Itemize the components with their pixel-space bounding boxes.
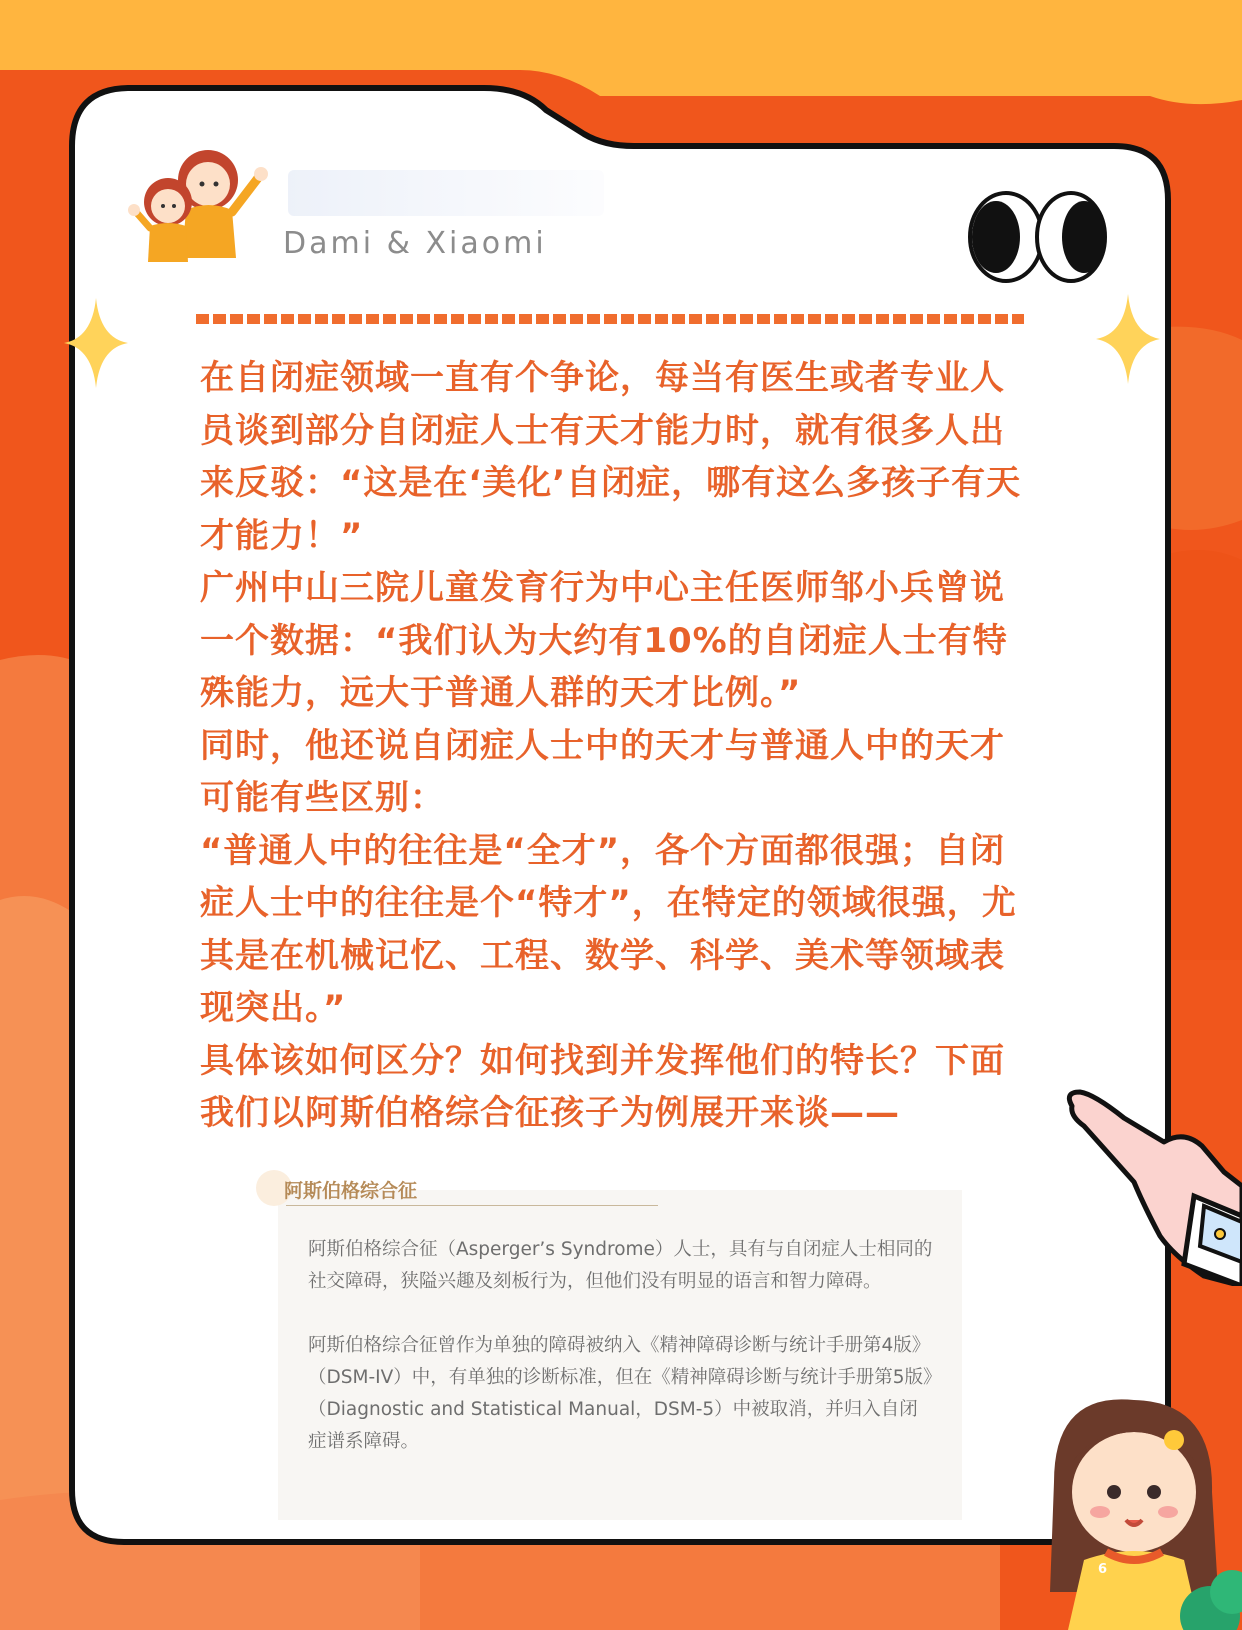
info-paragraph: 阿斯伯格综合征曾作为单独的障碍被纳入《精神障碍诊断与统计手册第4版》（DSM-IV）中，有单独的诊断标准，但在《精神障碍诊断与统计手册第5版》（Diagnostic and Statistical Manual，DSM-5）中被取消，并归入自闭症谱系障碍。 xyxy=(308,1335,933,1452)
title-underline xyxy=(286,1205,658,1206)
header-banner xyxy=(288,170,604,216)
dashed-divider xyxy=(196,314,1024,324)
article-paragraph: 同时，他还说自闭症人士中的天才与普通人中的天才可能有些区别： xyxy=(200,725,1005,818)
info-box-header xyxy=(256,1170,676,1206)
cartoon-girl-icon xyxy=(1024,1392,1242,1630)
article-paragraph: 具体该如何区分？如何找到并发挥他们的特长？下面我们以阿斯伯格综合征孩子为例展开来谈—— xyxy=(200,1040,1005,1133)
info-paragraph: 阿斯伯格综合征（Asperger’s Syndrome）人士，具有与自闭症人士相同的社交障碍，狭隘兴趣及刻板行为，但他们没有明显的语言和智力障碍。 xyxy=(308,1239,933,1292)
two-kids-waving-icon xyxy=(128,140,278,265)
page-number: 6 xyxy=(1098,1562,1108,1577)
pointing-hand-icon xyxy=(1064,1086,1242,1286)
main-article xyxy=(200,352,1030,1140)
article-paragraph: 广州中山三院儿童发育行为中心主任医师邹小兵曾说一个数据：“我们认为大约有10%的自闭症人士有特殊能力，远大于普通人群的天才比例。” xyxy=(200,568,1008,713)
article-paragraph: “普通人中的往往是“全才”，各个方面都很强；自闭症人士中的往往是个“特才”，在特定的领域很强，尤其是在机械记忆、工程、数学、科学、美术等领域表现突出。” xyxy=(200,830,1017,1028)
four-point-star-icon xyxy=(1096,294,1160,384)
article-paragraph: 在自闭症领域一直有个争论，每当有医生或者专业人员谈到部分自闭症人士有天才能力时，就有很多人出来反驳：“这是在‘美化’自闭症，哪有这么多孩子有天才能力！” xyxy=(200,358,1022,556)
four-point-star-icon xyxy=(64,298,128,388)
brand-name: Dami & Xiaomi xyxy=(283,226,547,261)
cartoon-eyes-icon xyxy=(966,190,1108,285)
info-box-body xyxy=(308,1234,936,1458)
info-box-title: 阿斯伯格综合征 xyxy=(284,1180,418,1202)
